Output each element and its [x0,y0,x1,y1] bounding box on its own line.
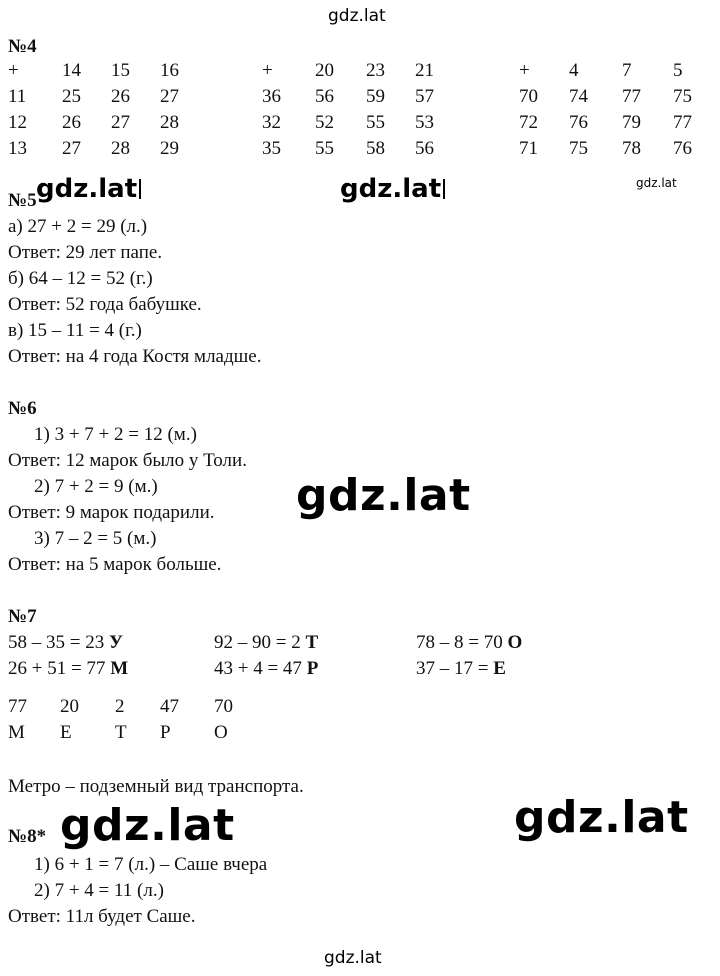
table-cell: 35 [262,138,281,159]
table-cell: 7 [622,60,632,81]
table-cell: 71 [519,138,538,159]
table-cell: 27 [111,112,130,133]
watermark-3: gdz.lat [636,176,677,190]
table-cell: + [262,60,273,81]
table-cell: 58 [366,138,385,159]
table-cell: 70 [519,86,538,107]
task8-line: 1) 6 + 1 = 7 (л.) – Саше вчера [34,854,268,875]
table-cell: 56 [415,138,434,159]
table-cell: 76 [569,112,588,133]
watermark-2: gdz.lat [340,174,445,204]
table-cell: 36 [262,86,281,107]
task6-line: 1) 3 + 7 + 2 = 12 (м.) [34,424,197,445]
table-cell: 29 [160,138,179,159]
task8-heading: №8* [8,826,47,847]
task6-line: 3) 7 – 2 = 5 (м.) [34,528,157,549]
table-cell: 4 [569,60,579,81]
answer-number: 47 [160,696,179,717]
table-cell: 77 [622,86,641,107]
task5-line: б) 64 – 12 = 52 (г.) [8,268,153,289]
answer-letter: Т [115,722,127,743]
answer-number: 20 [60,696,79,717]
task6-line: Ответ: 9 марок подарили. [8,502,215,523]
table-cell: 55 [315,138,334,159]
table-cell: + [8,60,19,81]
answer-letter: О [214,722,228,743]
task6-heading: №6 [8,398,37,419]
table-cell: 12 [8,112,27,133]
table-cell: 15 [111,60,130,81]
table-cell: 27 [62,138,81,159]
table-cell: 11 [8,86,27,107]
table-cell: 79 [622,112,641,133]
task7-equation: 37 – 17 = Е [416,658,506,679]
task4-heading: №4 [8,36,37,57]
task7-conclusion: Метро – подземный вид транспорта. [8,776,304,797]
answer-letter: Р [160,722,171,743]
table-cell: 53 [415,112,434,133]
task5-line: в) 15 – 11 = 4 (г.) [8,320,142,341]
table-cell: 52 [315,112,334,133]
task5-line: Ответ: 29 лет папе. [8,242,163,263]
task7-equation: 43 + 4 = 47 Р [214,658,319,679]
table-cell: 32 [262,112,281,133]
table-cell: 16 [160,60,179,81]
table-cell: 25 [62,86,81,107]
watermark-1: gdz.lat [36,174,141,204]
watermark-bottom: gdz.lat [324,948,382,968]
table-cell: 72 [519,112,538,133]
answer-letter: Е [60,722,72,743]
table-cell: 57 [415,86,434,107]
table-cell: 55 [366,112,385,133]
table-cell: 20 [315,60,334,81]
task7-equation: 92 – 90 = 2 Т [214,632,319,653]
table-cell: 26 [62,112,81,133]
task5-heading: №5 [8,190,37,211]
table-cell: + [519,60,530,81]
table-cell: 78 [622,138,641,159]
table-cell: 28 [160,112,179,133]
answer-number: 70 [214,696,233,717]
task5-line: а) 27 + 2 = 29 (л.) [8,216,148,237]
task7-equation: 58 – 35 = 23 У [8,632,123,653]
task6-line: 2) 7 + 2 = 9 (м.) [34,476,158,497]
task5-line: Ответ: на 4 года Костя младше. [8,346,262,367]
table-cell: 77 [673,112,692,133]
answer-number: 2 [115,696,125,717]
task7-heading: №7 [8,606,37,627]
watermark-left-bottom: gdz.lat [60,800,235,851]
task6-line: Ответ: на 5 марок больше. [8,554,222,575]
table-cell: 74 [569,86,588,107]
task7-equation: 78 – 8 = 70 О [416,632,523,653]
table-cell: 13 [8,138,27,159]
watermark-top: gdz.lat [328,6,386,26]
table-cell: 14 [62,60,81,81]
table-cell: 28 [111,138,130,159]
table-cell: 23 [366,60,385,81]
answer-number: 77 [8,696,27,717]
table-cell: 56 [315,86,334,107]
task6-line: Ответ: 12 марок было у Толи. [8,450,247,471]
answer-letter: М [8,722,25,743]
table-cell: 26 [111,86,130,107]
table-cell: 75 [569,138,588,159]
task5-line: Ответ: 52 года бабушке. [8,294,202,315]
table-cell: 27 [160,86,179,107]
task8-line: Ответ: 11л будет Саше. [8,906,196,927]
watermark-center: gdz.lat [296,470,471,521]
table-cell: 59 [366,86,385,107]
table-cell: 21 [415,60,434,81]
table-cell: 76 [673,138,692,159]
task8-line: 2) 7 + 4 = 11 (л.) [34,880,164,901]
table-cell: 5 [673,60,683,81]
watermark-right-bottom: gdz.lat [514,792,689,843]
task7-equation: 26 + 51 = 77 М [8,658,129,679]
table-cell: 75 [673,86,692,107]
